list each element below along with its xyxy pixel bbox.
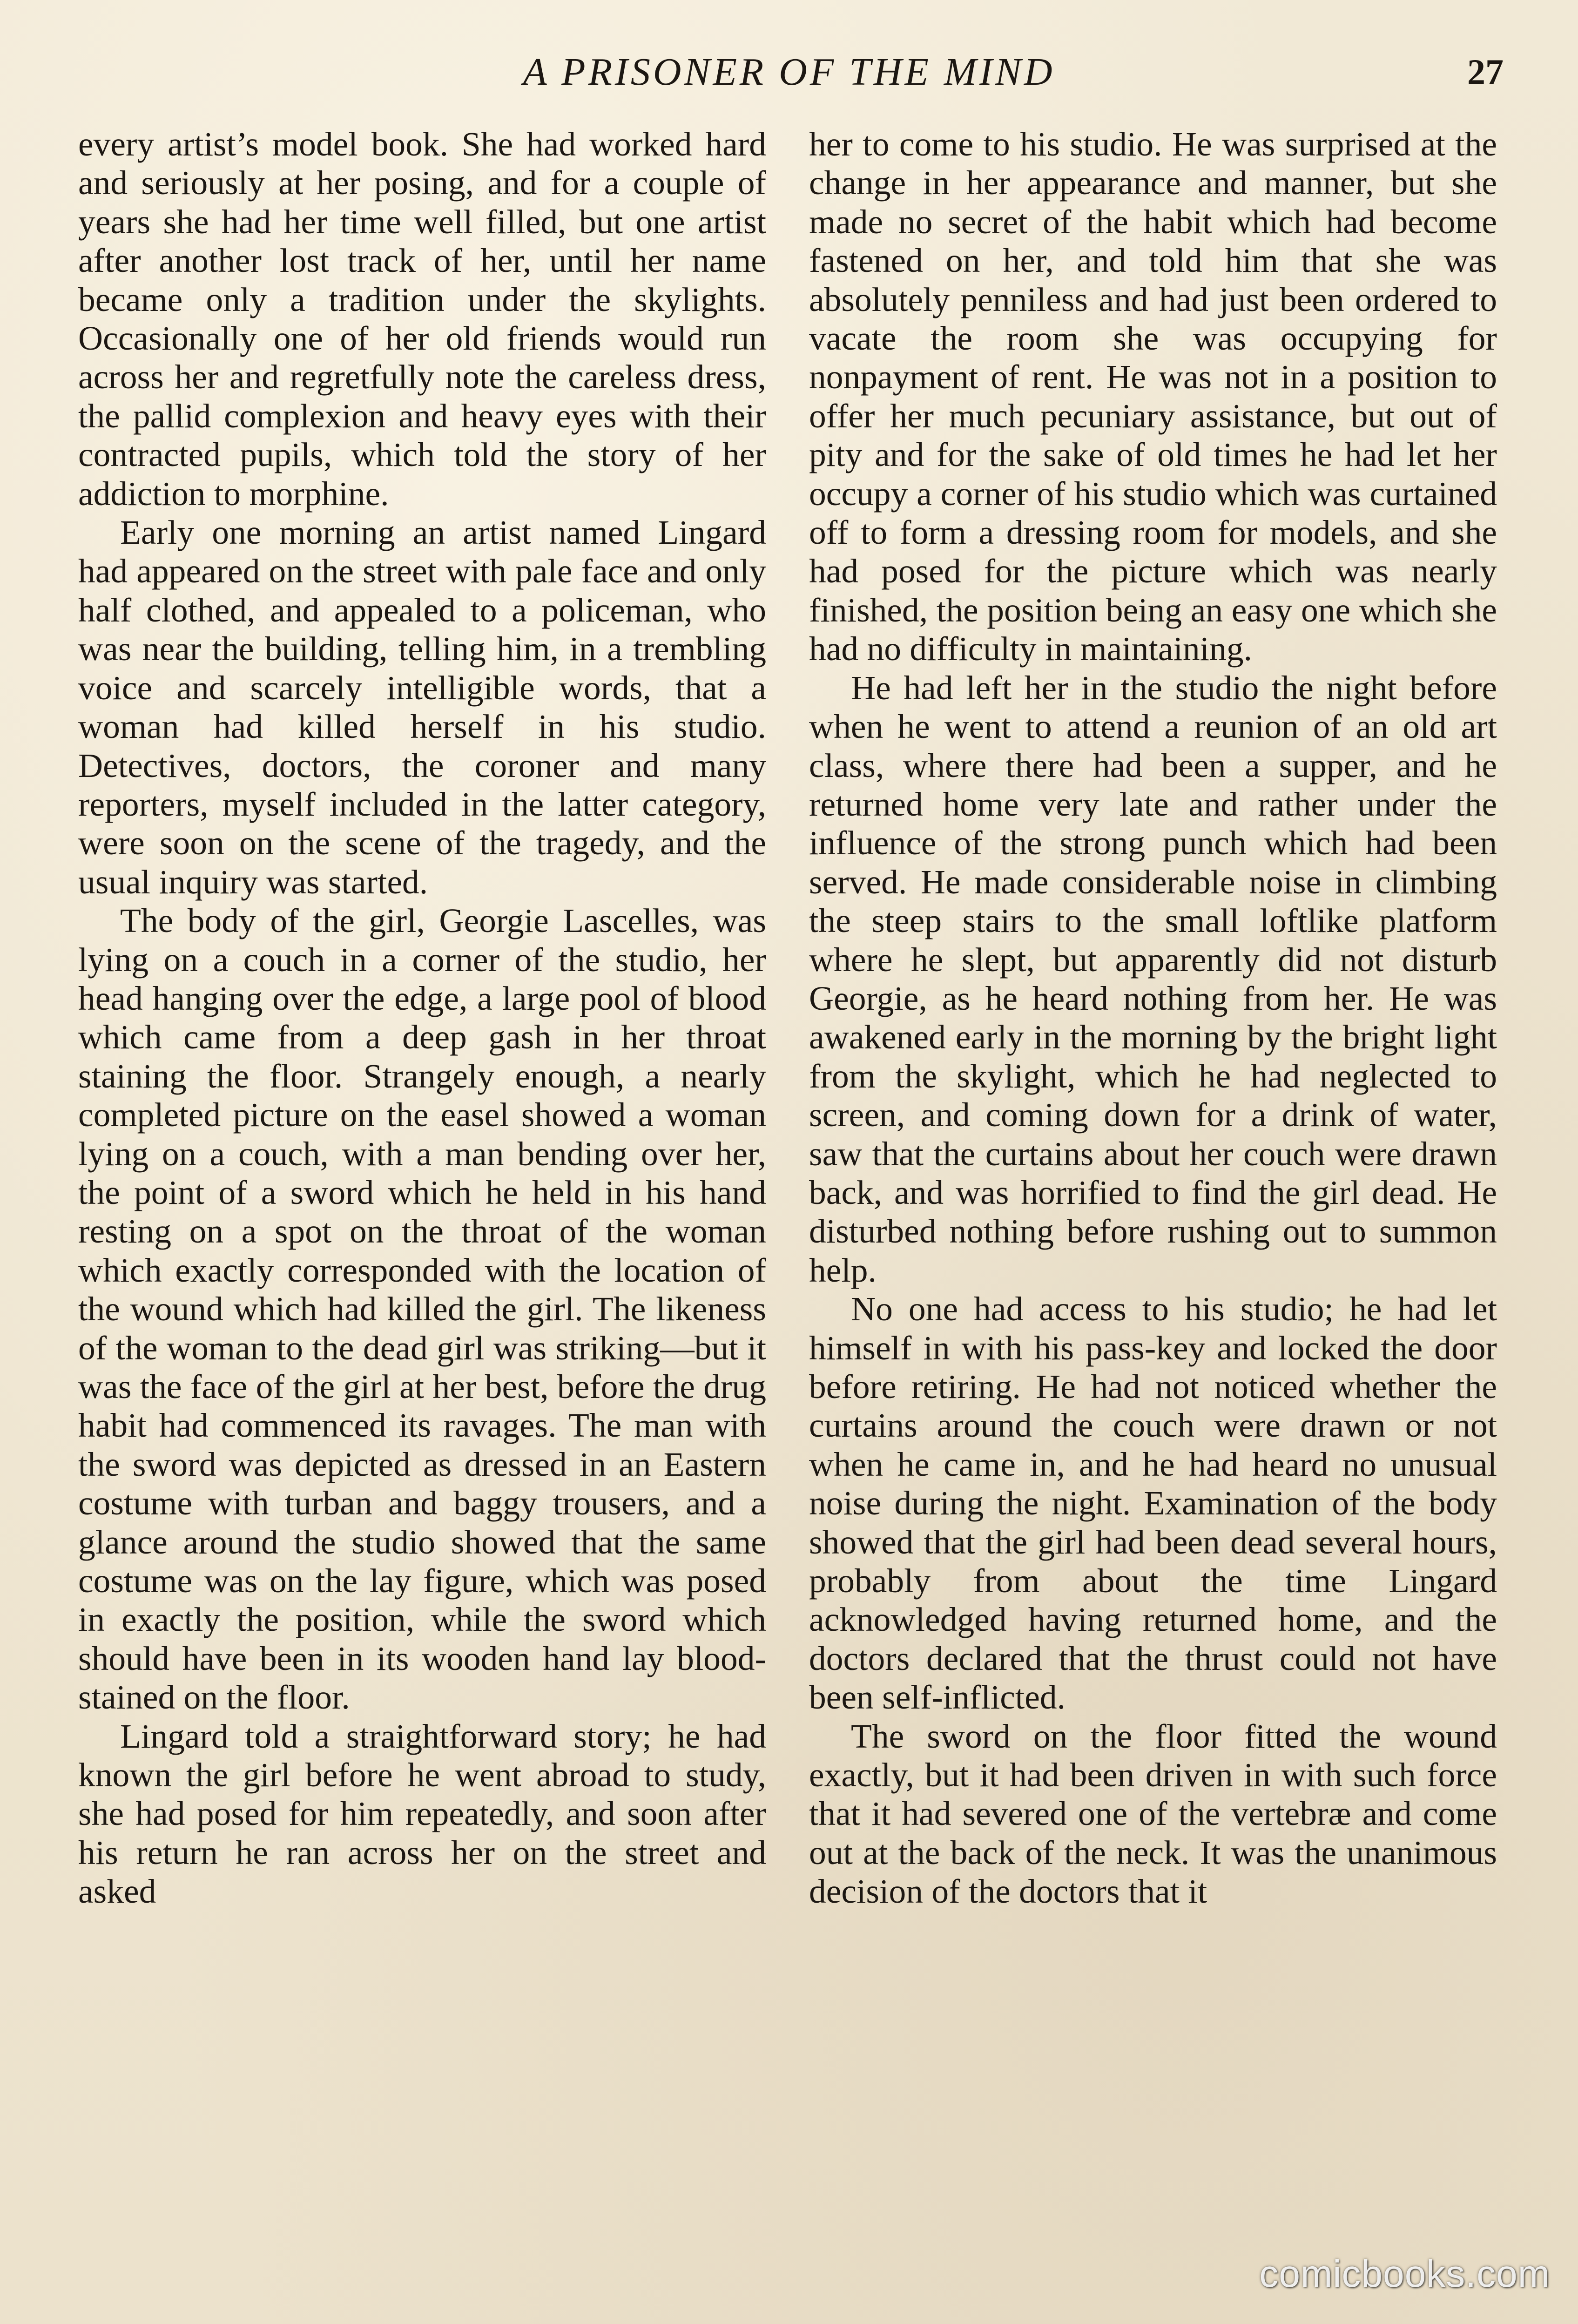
paragraph: her to come to his studio. He was surprised at the change in her appearance and manner, but she made no secret of the habit which had become fastened on her, and told him that she was absolutely penniless and had just been ordered to vacate the room she was occupying for nonpayment of rent. He was not in a position to offer her much pecuniary assistance, but out of pity and for the sake of old times he had let her occupy a corner of his studio which was curtained off to form a dressing room for models, and she had posed for the picture which was nearly finished, the position being an easy one which she had no difficulty in maintaining.	[809, 125, 1497, 668]
site-watermark: comicbooks.com	[1259, 2253, 1550, 2295]
page-header	[74, 44, 1504, 100]
page-number: 27	[1467, 52, 1504, 92]
paragraph: every artist’s model book. She had worked hard and seriously at her posing, and for a couple of years she had her time well filled, but one artist after another lost track of her, until her name became only a tradition under the skylights. Occasionally one of her old friends would run across her and regretfully note the careless dress, the pallid complexion and heavy eyes with their contracted pupils, which told the story of her addiction to morphine.	[78, 125, 766, 513]
paragraph: He had left her in the studio the night before when he went to attend a reunion of an old art class, where there had been a supper, and he returned home very late and rather under the influence of the strong punch which had been served. He made considerable noise in climbing the steep stairs to the small loftlike platform where he slept, but apparently did not disturb Georgie, as he heard nothing from her. He was awakened early in the morning by the bright light from the skylight, which he had neglected to screen, and coming down for a drink of water, saw that the curtains about her couch were drawn back, and was horrified to find the girl dead. He disturbed nothing before rushing out to summon help.	[809, 669, 1497, 1289]
paragraph: The sword on the floor fitted the wound exactly, but it had been driven in with such force that it had severed one of the vertebræ and come out at the back of the neck. It was the unanimous decision of the doctors that it	[809, 1717, 1497, 1911]
paragraph: Early one morning an artist named Lingard had appeared on the street with pale face and only half clothed, and appealed to a policeman, who was near the building, telling him, in a trembling voice and scarcely intelligible words, that a woman had killed herself in his studio. Detectives, doctors, the coroner and many reporters, myself included in the latter category, were soon on the scene of the tragedy, and the usual inquiry was started.	[78, 513, 766, 901]
paragraph: Lingard told a straightforward story; he had known the girl before he went abroad to study, she had posed for him repeatedly, and soon after his return he ran across her on the street and asked	[78, 1717, 766, 1911]
paragraph: The body of the girl, Georgie Lascelles, was lying on a couch in a corner of the studio, her head hanging over the edge, a large pool of blood which came from a deep gash in her throat staining the floor. Strangely enough, a nearly completed picture on the easel showed a woman lying on a couch, with a man bending over her, the point of a sword which he held in his hand resting on a spot on the throat of the woman which exactly corresponded with the location of the wound which had killed the girl. The likeness of the woman to the dead girl was striking—but it was the face of the girl at her best, before the drug habit had commenced its ravages. The man with the sword was depicted as dressed in an Eastern costume with turban and baggy trousers, and a glance around the studio showed that the same costume was on the lay figure, which was posed in exactly the position, while the sword which should have been in its wooden hand lay blood-stained on the floor.	[78, 902, 766, 1716]
right-column	[809, 125, 1497, 1911]
paragraph: No one had access to his studio; he had let himself in with his pass-key and locked the door before retiring. He had not noticed whether the curtains around the couch were drawn or not when he came in, and he had heard no unusual noise during the night. Examination of the body showed that the girl had been dead several hours, probably from about the time Lingard acknowledged having returned home, and the doctors declared that the thrust could not have been self-inflicted.	[809, 1290, 1497, 1716]
running-title: A PRISONER OF THE MIND	[523, 50, 1055, 94]
left-column	[78, 125, 766, 1911]
